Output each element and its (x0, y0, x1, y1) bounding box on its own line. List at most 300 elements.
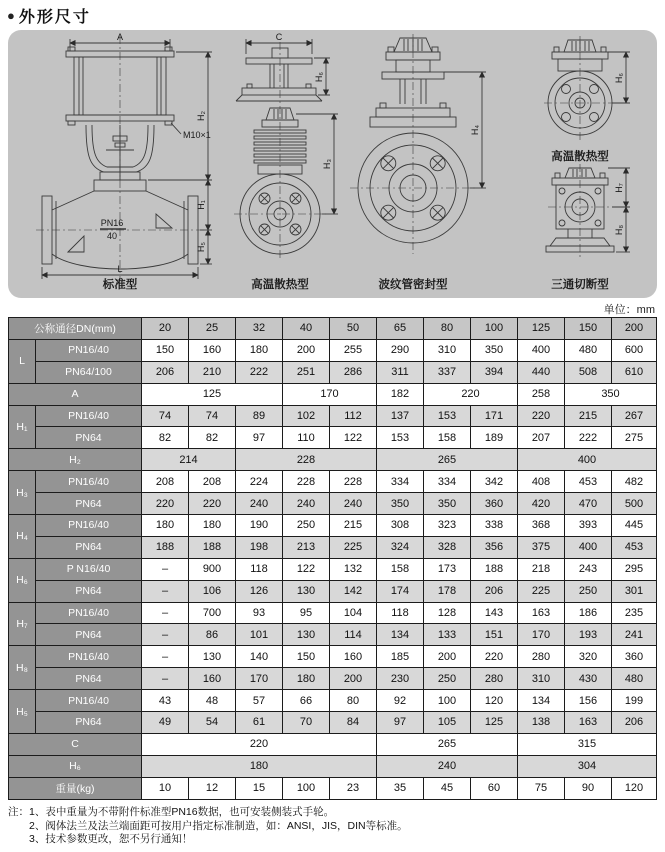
table-cell: 198 (236, 536, 283, 558)
dim-m10-label: M10×1 (183, 130, 211, 140)
table-cell: 188 (471, 558, 518, 580)
dim-h7-label: H₇ (614, 183, 624, 193)
table-cell: 60 (471, 777, 518, 799)
table-cell: – (142, 646, 189, 668)
table-cell: 170 (518, 624, 565, 646)
table-cell: 368 (518, 515, 565, 537)
table-cell: 163 (565, 712, 612, 734)
table-cell: 182 (377, 383, 424, 405)
table-cell: 120 (612, 777, 657, 799)
drawing-bellows-seal-type (350, 34, 486, 291)
table-cell: 900 (189, 558, 236, 580)
table-cell: 86 (189, 624, 236, 646)
table-cell: 286 (330, 361, 377, 383)
table-cell: 188 (142, 536, 189, 558)
table-cell: 334 (424, 471, 471, 493)
table-cell: 150 (142, 339, 189, 361)
table-cell: 185 (377, 646, 424, 668)
table-cell: 228 (236, 449, 377, 471)
table-row (9, 515, 657, 537)
table-cell: 122 (330, 427, 377, 449)
table-cell: 265 (377, 733, 518, 755)
table-cell: 240 (377, 755, 518, 777)
table-cell: 310 (424, 339, 471, 361)
table-cell: 258 (518, 383, 565, 405)
table-cell: 118 (377, 602, 424, 624)
table-cell: 171 (471, 405, 518, 427)
table-cell: 235 (612, 602, 657, 624)
table-cell: 140 (236, 646, 283, 668)
table-cell: 480 (565, 339, 612, 361)
table-cell: 220 (142, 493, 189, 515)
table-cell: 301 (612, 580, 657, 602)
table-row (9, 690, 657, 712)
table-cell: 420 (518, 493, 565, 515)
table-cell: 338 (471, 515, 518, 537)
table-cell: 350 (565, 383, 657, 405)
table-cell: 75 (518, 777, 565, 799)
table-cell: 453 (612, 536, 657, 558)
table-cell: 280 (518, 646, 565, 668)
table-cell: 110 (283, 427, 330, 449)
table-cell: 208 (142, 471, 189, 493)
table-row (9, 777, 657, 799)
table-cell: 311 (377, 361, 424, 383)
table-cell: 130 (189, 646, 236, 668)
table-cell: 207 (518, 427, 565, 449)
row-sub-label: PN16/40 (36, 515, 142, 537)
table-cell: 102 (283, 405, 330, 427)
table-cell: 180 (189, 515, 236, 537)
table-cell: 132 (330, 558, 377, 580)
table-cell: 80 (330, 690, 377, 712)
table-cell: 138 (518, 712, 565, 734)
table-cell: 275 (612, 427, 657, 449)
table-row (9, 493, 657, 515)
table-cell: 700 (189, 602, 236, 624)
drawing-standard-type (36, 32, 212, 291)
table-cell: 48 (189, 690, 236, 712)
table-cell: 206 (612, 712, 657, 734)
table-cell: 133 (424, 624, 471, 646)
row-sub-label: P N16/40 (36, 558, 142, 580)
table-row (9, 624, 657, 646)
drawings-panel (8, 30, 657, 298)
table-cell: 151 (471, 624, 518, 646)
table-row (9, 361, 657, 383)
table-cell: – (142, 624, 189, 646)
table-cell: 400 (518, 449, 657, 471)
row-sub-label: PN64 (36, 427, 142, 449)
dn-value: 65 (377, 318, 424, 340)
table-cell: 170 (236, 668, 283, 690)
table-cell: 125 (471, 712, 518, 734)
bullet-icon: ● (7, 8, 15, 23)
table-cell: 267 (612, 405, 657, 427)
table-cell: 156 (565, 690, 612, 712)
table-cell: 206 (142, 361, 189, 383)
table-cell: 160 (189, 668, 236, 690)
table-cell: 128 (424, 602, 471, 624)
table-cell: 215 (565, 405, 612, 427)
table-cell: – (142, 668, 189, 690)
dim-h1-label: H₁ (196, 200, 206, 210)
table-row (9, 339, 657, 361)
caption-high-temp-type: 高温散热型 (251, 279, 309, 291)
row-sub-label: PN64 (36, 493, 142, 515)
dn-header-label: 公称通径DN(mm) (9, 318, 142, 340)
table-cell: 134 (518, 690, 565, 712)
unit-label: 单位：mm (603, 304, 655, 316)
table-cell: 243 (565, 558, 612, 580)
dn-value: 80 (424, 318, 471, 340)
table-cell: 214 (142, 449, 236, 471)
table-row (9, 712, 657, 734)
table-cell: 178 (424, 580, 471, 602)
table-cell: 90 (565, 777, 612, 799)
row-sub-label: PN16/40 (36, 405, 142, 427)
table-cell: 225 (330, 536, 377, 558)
table-cell: 199 (612, 690, 657, 712)
table-cell: 334 (377, 471, 424, 493)
table-cell: 220 (424, 383, 518, 405)
row-sub-label: PN16/40 (36, 690, 142, 712)
table-cell: 375 (518, 536, 565, 558)
row-sub-label: PN64 (36, 580, 142, 602)
table-cell: 97 (236, 427, 283, 449)
table-cell: 118 (236, 558, 283, 580)
table-cell: 240 (330, 493, 377, 515)
dim-h5-label: H₅ (196, 241, 206, 253)
caption-bellows-seal-type: 波纹管密封型 (378, 279, 448, 291)
table-row (9, 558, 657, 580)
dn-value: 32 (236, 318, 283, 340)
table-cell: 130 (283, 624, 330, 646)
dim-l-label: L (117, 264, 123, 274)
dim-h4-label: H₄ (470, 124, 480, 136)
table-row (9, 427, 657, 449)
row-sub-label: PN16/40 (36, 602, 142, 624)
table-cell: 400 (518, 339, 565, 361)
table-cell: 220 (518, 405, 565, 427)
table-row (9, 471, 657, 493)
table-cell: 240 (283, 493, 330, 515)
table-cell: 112 (330, 405, 377, 427)
table-cell: 360 (612, 646, 657, 668)
dn-value: 200 (612, 318, 657, 340)
table-cell: 57 (236, 690, 283, 712)
table-cell: 453 (565, 471, 612, 493)
row-sub-label: PN64 (36, 536, 142, 558)
table-cell: 328 (424, 536, 471, 558)
table-cell: 208 (189, 471, 236, 493)
table-body (9, 339, 657, 799)
table-cell: 190 (236, 515, 283, 537)
table-cell: 250 (565, 580, 612, 602)
table-cell: 160 (330, 646, 377, 668)
table-row (9, 668, 657, 690)
table-cell: 394 (471, 361, 518, 383)
table-cell: 225 (518, 580, 565, 602)
table-cell: 337 (424, 361, 471, 383)
dimensions-table (8, 317, 657, 800)
table-cell: 93 (236, 602, 283, 624)
table-cell: 137 (377, 405, 424, 427)
table-cell: 160 (189, 339, 236, 361)
row-sub-label: PN64/100 (36, 361, 142, 383)
table-cell: 350 (471, 339, 518, 361)
table-cell: – (142, 558, 189, 580)
table-cell: 308 (377, 515, 424, 537)
valve-drawings (8, 30, 657, 298)
dim-h3-label: H₃ (322, 158, 332, 170)
table-cell: 445 (612, 515, 657, 537)
row-sub-label: PN64 (36, 712, 142, 734)
table-cell: – (142, 602, 189, 624)
row-merged-label: C (9, 733, 142, 755)
footnote-prefix: 注： (8, 806, 29, 818)
table-cell: 470 (565, 493, 612, 515)
table-cell: 23 (330, 777, 377, 799)
table-cell: 134 (377, 624, 424, 646)
table-cell: 92 (377, 690, 424, 712)
table-cell: 210 (189, 361, 236, 383)
table-cell: 295 (612, 558, 657, 580)
footnotes (8, 806, 408, 847)
table-cell: 104 (330, 602, 377, 624)
page-title (7, 4, 91, 27)
caption-high-temp-type-small: 高温散热型 (551, 151, 609, 163)
table-cell: 228 (330, 471, 377, 493)
drawing-high-temp-type (234, 32, 338, 291)
table-row (9, 755, 657, 777)
body-marking-pn16: PN16 (100, 218, 124, 228)
table-cell: 126 (236, 580, 283, 602)
caption-three-way-type: 三通切断型 (551, 279, 609, 291)
table-cell: 220 (189, 493, 236, 515)
table-cell: 180 (142, 755, 377, 777)
row-group-label: H₁ (9, 405, 36, 449)
table-cell: 188 (189, 536, 236, 558)
dn-value: 20 (142, 318, 189, 340)
row-group-label: H₄ (9, 515, 36, 559)
table-cell: 150 (283, 646, 330, 668)
table-cell: 215 (330, 515, 377, 537)
table-cell: 320 (565, 646, 612, 668)
page-title-text: 外形尺寸 (18, 9, 91, 26)
table-cell: 408 (518, 471, 565, 493)
dim-a-label: A (116, 32, 124, 42)
table-cell: 74 (189, 405, 236, 427)
row-group-label: H₃ (9, 471, 36, 515)
table-cell: – (142, 580, 189, 602)
table-cell: 45 (424, 777, 471, 799)
table-cell: 153 (377, 427, 424, 449)
table-cell: 114 (330, 624, 377, 646)
table-cell: 54 (189, 712, 236, 734)
table-header (9, 318, 657, 340)
table-cell: 180 (283, 668, 330, 690)
table-cell: 82 (142, 427, 189, 449)
table-cell: 400 (565, 536, 612, 558)
table-cell: 158 (377, 558, 424, 580)
table-cell: 105 (424, 712, 471, 734)
table-cell: 250 (283, 515, 330, 537)
table-cell: 143 (471, 602, 518, 624)
table-cell: 265 (377, 449, 518, 471)
footnote-line: 3、技术参数更改，恕不另行通知！ (29, 833, 193, 845)
row-group-label: H₆ (9, 558, 36, 602)
table-cell: 356 (471, 536, 518, 558)
dn-value: 150 (565, 318, 612, 340)
table-row (9, 580, 657, 602)
row-group-label: L (9, 339, 36, 383)
table-cell: 61 (236, 712, 283, 734)
table-cell: 193 (565, 624, 612, 646)
row-merged-label: A (9, 383, 142, 405)
table-cell: 360 (471, 493, 518, 515)
table-cell: 218 (518, 558, 565, 580)
table-row (9, 383, 657, 405)
dn-value: 50 (330, 318, 377, 340)
dim-c-label: C (275, 32, 283, 42)
table-cell: 170 (283, 383, 377, 405)
table-row (9, 646, 657, 668)
table-cell: 153 (424, 405, 471, 427)
row-merged-label: H₂ (9, 449, 142, 471)
table-cell: 122 (283, 558, 330, 580)
table-cell: 240 (236, 493, 283, 515)
table-cell: 15 (236, 777, 283, 799)
footnote-line: 2、阀体法兰及法兰端面距可按用户指定标准制造，如：ANSI，JIS，DIN等标准。 (29, 819, 408, 832)
dim-h2-label: H₂ (196, 111, 206, 121)
table-cell: 280 (471, 668, 518, 690)
table-cell: 222 (236, 361, 283, 383)
table-cell: 220 (142, 733, 377, 755)
table-cell: 600 (612, 339, 657, 361)
table-cell: 180 (236, 339, 283, 361)
table-cell: 95 (283, 602, 330, 624)
row-sub-label: PN16/40 (36, 646, 142, 668)
table-cell: 222 (565, 427, 612, 449)
table-cell: 43 (142, 690, 189, 712)
table-cell: 82 (189, 427, 236, 449)
dim-h6-right-label: H₆ (614, 72, 624, 84)
table-cell: 97 (377, 712, 424, 734)
table-cell: 482 (612, 471, 657, 493)
table-cell: 342 (471, 471, 518, 493)
table-cell: 142 (330, 580, 377, 602)
table-cell: 173 (424, 558, 471, 580)
row-merged-label: H₆ (9, 755, 142, 777)
row-sub-label: PN64 (36, 624, 142, 646)
table-cell: 393 (565, 515, 612, 537)
table-cell: 106 (189, 580, 236, 602)
table-cell: 120 (471, 690, 518, 712)
dn-value: 100 (471, 318, 518, 340)
table-cell: 100 (424, 690, 471, 712)
table-cell: 66 (283, 690, 330, 712)
table-cell: 304 (518, 755, 657, 777)
table-cell: 500 (612, 493, 657, 515)
table-cell: 100 (283, 777, 330, 799)
drawing-high-temp-type-small (544, 36, 630, 163)
row-sub-label: PN16/40 (36, 471, 142, 493)
body-marking-40: 40 (106, 231, 118, 241)
dn-value: 25 (189, 318, 236, 340)
table-cell: 200 (424, 646, 471, 668)
table-row (9, 536, 657, 558)
table-cell: 610 (612, 361, 657, 383)
table-cell: 241 (612, 624, 657, 646)
table-cell: 324 (377, 536, 424, 558)
table-cell: 251 (283, 361, 330, 383)
table-cell: 480 (612, 668, 657, 690)
table-cell: 323 (424, 515, 471, 537)
footnote-line: 1、表中重量为不带附件标准型PN16数据，也可安装侧装式手轮。 (29, 806, 335, 818)
table-header-row (9, 318, 657, 340)
row-group-label: H₅ (9, 690, 36, 734)
table-cell: 180 (142, 515, 189, 537)
table-cell: 49 (142, 712, 189, 734)
table-cell: 174 (377, 580, 424, 602)
table-cell: 200 (283, 339, 330, 361)
table-cell: 230 (377, 668, 424, 690)
table-cell: 12 (189, 777, 236, 799)
table-cell: 70 (283, 712, 330, 734)
table-cell: 163 (518, 602, 565, 624)
table-cell: 508 (565, 361, 612, 383)
table-cell: 10 (142, 777, 189, 799)
table-cell: 206 (471, 580, 518, 602)
table-cell: 224 (236, 471, 283, 493)
dim-h6-label: H₆ (314, 71, 324, 83)
table-row (9, 733, 657, 755)
table-cell: 158 (424, 427, 471, 449)
table-cell: 430 (565, 668, 612, 690)
dn-value: 125 (518, 318, 565, 340)
table-cell: 189 (471, 427, 518, 449)
table-cell: 228 (283, 471, 330, 493)
row-group-label: H₇ (9, 602, 36, 646)
row-sub-label: PN16/40 (36, 339, 142, 361)
dim-h8-label: H₈ (614, 224, 624, 236)
table-cell: 440 (518, 361, 565, 383)
row-merged-label: 重量(kg) (9, 777, 142, 799)
table-cell: 220 (471, 646, 518, 668)
drawing-three-way-type (546, 164, 630, 291)
table-cell: 74 (142, 405, 189, 427)
table-cell: 125 (142, 383, 283, 405)
row-group-label: H₈ (9, 646, 36, 690)
caption-standard-type: 标准型 (102, 279, 138, 291)
table-row (9, 602, 657, 624)
table-cell: 350 (424, 493, 471, 515)
table-cell: 89 (236, 405, 283, 427)
table-cell: 315 (518, 733, 657, 755)
row-sub-label: PN64 (36, 668, 142, 690)
table-cell: 186 (565, 602, 612, 624)
table-cell: 84 (330, 712, 377, 734)
table-cell: 310 (518, 668, 565, 690)
table-row (9, 449, 657, 471)
table-cell: 290 (377, 339, 424, 361)
table-cell: 213 (283, 536, 330, 558)
table-cell: 35 (377, 777, 424, 799)
table-cell: 350 (377, 493, 424, 515)
table-cell: 200 (330, 668, 377, 690)
table-cell: 130 (283, 580, 330, 602)
